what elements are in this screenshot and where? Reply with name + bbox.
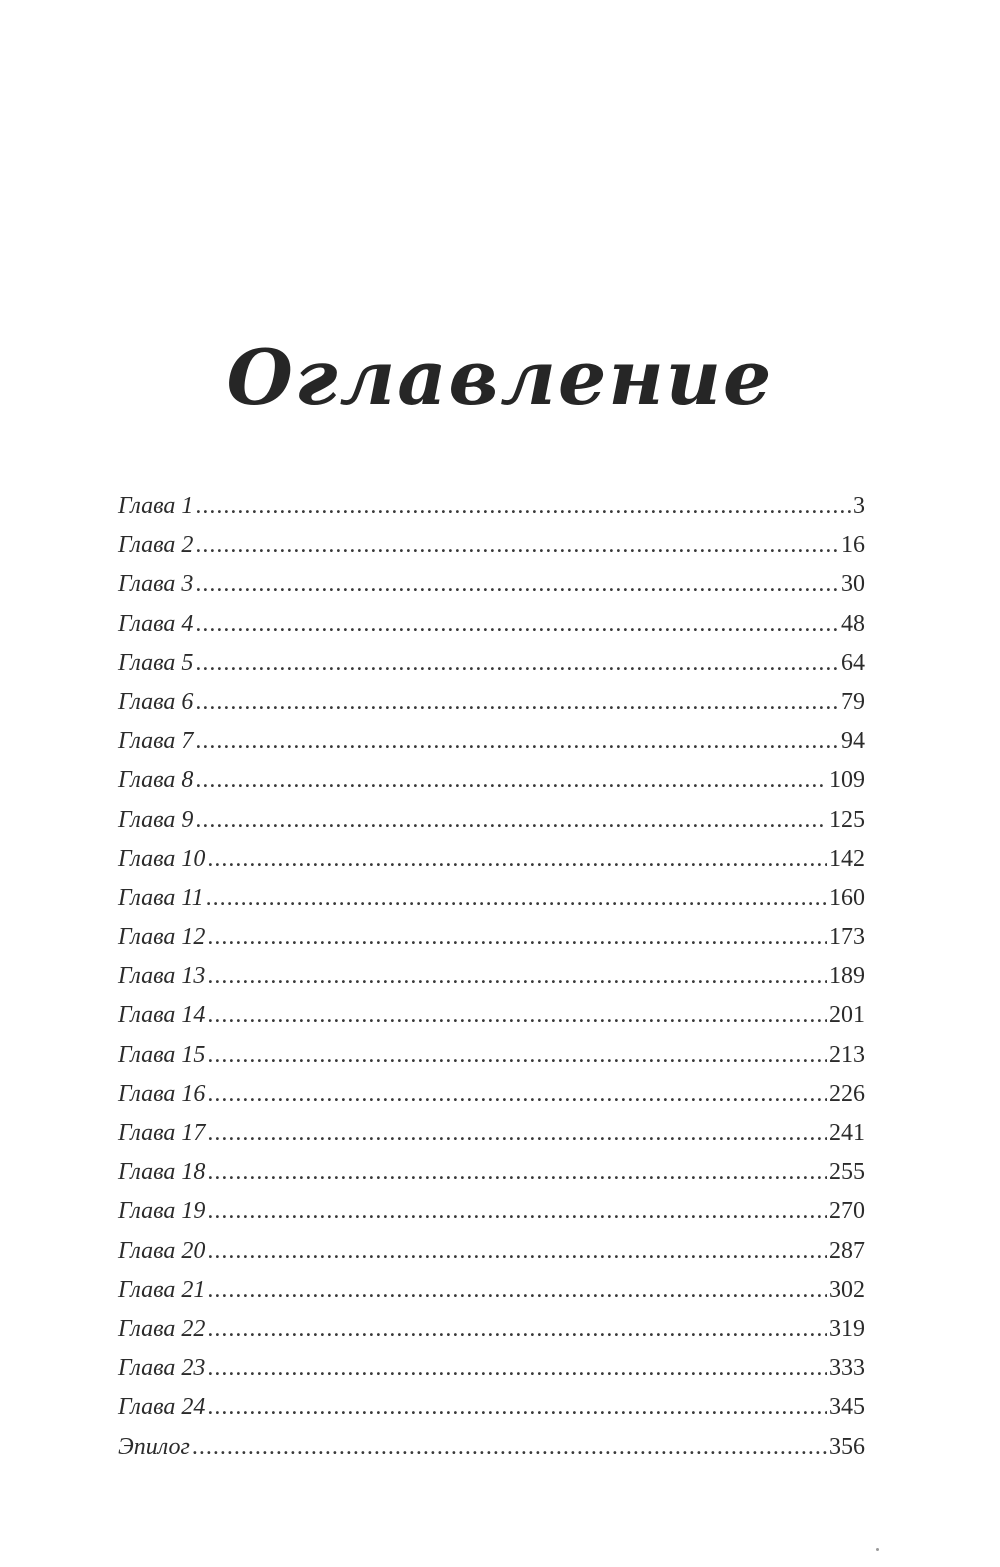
toc-entry-page-number: 94 <box>841 728 865 755</box>
toc-entry-label: Глава 22 <box>118 1315 206 1342</box>
toc-dot-leader <box>207 1232 827 1271</box>
toc-entry[interactable] <box>118 722 865 761</box>
toc-entry[interactable] <box>118 1232 865 1271</box>
toc-entry-label: Глава 19 <box>118 1198 206 1225</box>
toc-entry-page-number: 270 <box>829 1198 865 1225</box>
toc-entry[interactable] <box>118 605 865 644</box>
toc-entry-label: Глава 13 <box>118 963 206 990</box>
toc-entry-page-number: 255 <box>829 1159 865 1186</box>
toc-entry[interactable] <box>118 1428 865 1467</box>
toc-dot-leader <box>207 1036 827 1075</box>
toc-entry-label: Глава 18 <box>118 1159 206 1186</box>
toc-entry-label: Эпилог <box>118 1433 190 1460</box>
toc-entry-page-number: 287 <box>829 1237 865 1264</box>
toc-dot-leader <box>207 996 827 1035</box>
table-of-contents <box>118 487 865 1467</box>
toc-entry-page-number: 319 <box>829 1315 865 1342</box>
toc-dot-leader <box>195 605 839 644</box>
toc-entry[interactable] <box>118 996 865 1035</box>
toc-entry-page-number: 64 <box>841 649 865 676</box>
toc-entry-page-number: 160 <box>829 884 865 911</box>
toc-entry[interactable] <box>118 1192 865 1231</box>
toc-entry[interactable] <box>118 1388 865 1427</box>
toc-entry-page-number: 189 <box>829 963 865 990</box>
toc-entry-page-number: 173 <box>829 924 865 951</box>
toc-entry-page-number: 142 <box>829 845 865 872</box>
toc-dot-leader <box>207 1271 827 1310</box>
toc-entry-page-number: 3 <box>853 493 865 519</box>
toc-dot-leader <box>195 565 839 604</box>
toc-dot-leader <box>195 683 839 722</box>
toc-entry-label: Глава 23 <box>118 1355 206 1382</box>
toc-dot-leader <box>207 957 827 996</box>
toc-entry-label: Глава 9 <box>118 806 194 833</box>
toc-entry-label: Глава 5 <box>118 649 194 676</box>
toc-entry-label: Глава 2 <box>118 532 194 559</box>
toc-entry[interactable] <box>118 1114 865 1153</box>
toc-entry-page-number: 125 <box>829 806 865 833</box>
toc-dot-leader <box>207 1349 827 1388</box>
toc-entry[interactable] <box>118 879 865 918</box>
toc-dot-leader <box>207 840 827 879</box>
toc-entry-label: Глава 15 <box>118 1041 206 1068</box>
toc-dot-leader <box>195 761 827 800</box>
toc-entry-label: Глава 4 <box>118 610 194 637</box>
toc-entry[interactable] <box>118 801 865 840</box>
toc-entry-label: Глава 10 <box>118 845 206 872</box>
toc-dot-leader <box>207 1075 827 1114</box>
toc-dot-leader <box>207 918 827 957</box>
toc-entry[interactable] <box>118 1349 865 1388</box>
toc-dot-leader <box>195 801 827 840</box>
toc-entry-label: Глава 17 <box>118 1120 206 1146</box>
toc-entry[interactable] <box>118 487 865 526</box>
toc-entry-page-number: 345 <box>829 1394 865 1421</box>
toc-dot-leader <box>195 644 839 683</box>
toc-dot-leader <box>207 1153 827 1192</box>
toc-entry[interactable] <box>118 526 865 565</box>
toc-dot-leader <box>207 1388 827 1427</box>
toc-entry-page-number: 16 <box>841 532 865 559</box>
toc-entry-label: Глава 24 <box>118 1394 206 1421</box>
toc-entry-label: Глава 12 <box>118 924 206 951</box>
toc-entry-label: Глава 21 <box>118 1276 206 1303</box>
toc-entry[interactable] <box>118 683 865 722</box>
toc-entry[interactable] <box>118 1153 865 1192</box>
toc-entry[interactable] <box>118 644 865 683</box>
toc-entry-label: Глава 11 <box>118 884 204 911</box>
toc-entry[interactable] <box>118 1036 865 1075</box>
toc-dot-leader <box>192 1428 827 1467</box>
toc-entry-label: Глава 7 <box>118 728 194 755</box>
toc-dot-leader <box>195 526 839 565</box>
toc-entry-label: Глава 16 <box>118 1080 206 1107</box>
toc-dot-leader <box>206 879 827 918</box>
toc-entry-label: Глава 6 <box>118 688 194 715</box>
toc-entry-label: Глава 8 <box>118 767 194 794</box>
toc-entry-label: Глава 3 <box>118 571 194 598</box>
toc-entry[interactable] <box>118 840 865 879</box>
page-speck <box>876 1548 879 1551</box>
toc-entry-page-number: 356 <box>829 1433 865 1460</box>
toc-entry-page-number: 109 <box>829 767 865 794</box>
toc-entry-page-number: 226 <box>829 1080 865 1107</box>
toc-dot-leader <box>207 1310 827 1349</box>
toc-entry-page-number: 333 <box>829 1355 865 1382</box>
toc-entry-label: Глава 14 <box>118 1002 206 1029</box>
toc-entry-page-number: 48 <box>841 610 865 637</box>
toc-entry-page-number: 213 <box>829 1041 865 1068</box>
toc-dot-leader <box>207 1192 827 1231</box>
toc-entry[interactable] <box>118 918 865 957</box>
toc-entry-label: Глава 1 <box>118 493 194 519</box>
page-title: Оглавление <box>226 332 774 422</box>
toc-dot-leader <box>207 1114 827 1153</box>
toc-entry[interactable] <box>118 1310 865 1349</box>
toc-entry-page-number: 30 <box>841 571 865 598</box>
toc-entry-page-number: 302 <box>829 1276 865 1303</box>
toc-entry[interactable] <box>118 565 865 604</box>
toc-dot-leader <box>195 722 839 761</box>
toc-entry[interactable] <box>118 1271 865 1310</box>
toc-entry[interactable] <box>118 761 865 800</box>
toc-entry-label: Глава 20 <box>118 1237 206 1264</box>
toc-entry-page-number: 241 <box>829 1120 865 1146</box>
toc-entry-page-number: 79 <box>841 688 865 715</box>
toc-entry-page-number: 201 <box>829 1002 865 1029</box>
toc-dot-leader <box>195 487 851 526</box>
toc-entry[interactable] <box>118 1075 865 1114</box>
toc-entry[interactable] <box>118 957 865 996</box>
